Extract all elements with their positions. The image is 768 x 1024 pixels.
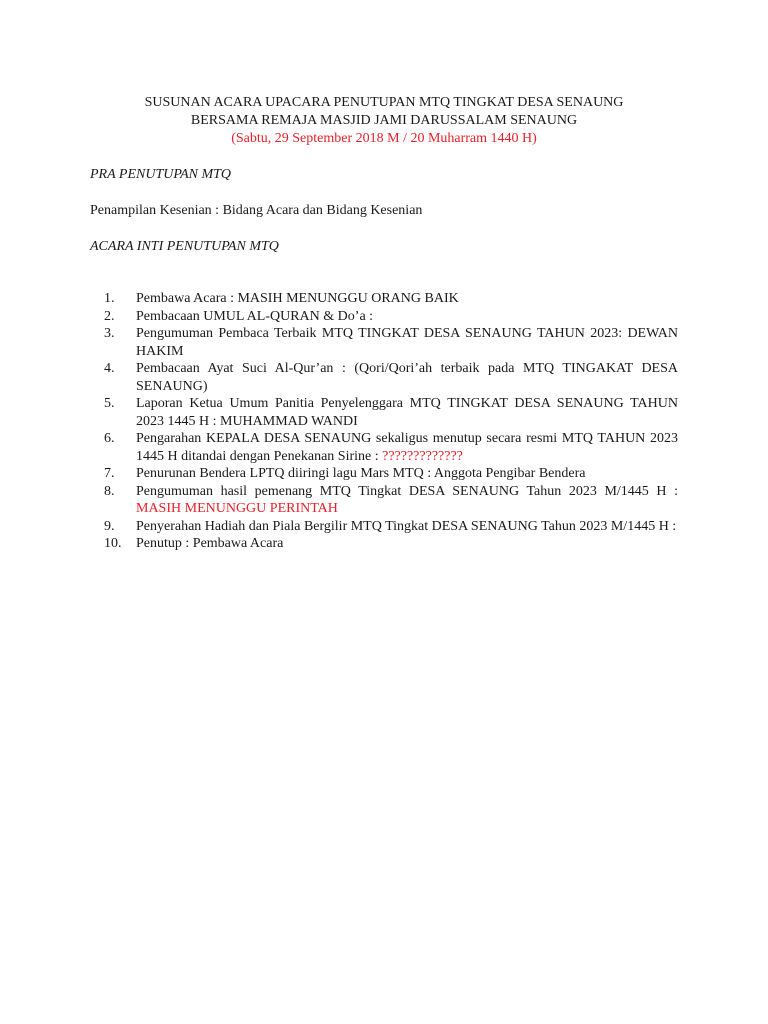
agenda-item-3 xyxy=(90,325,678,360)
item-text: Pengumuman Pembaca Terbaik MTQ TINGKAT DESA SENAUNG TAHUN 2023: DEWAN HAKIM xyxy=(136,326,678,359)
agenda-item-2 xyxy=(90,308,678,326)
agenda-item-7 xyxy=(90,465,678,483)
agenda-item-10 xyxy=(90,535,678,553)
item-text: Pengarahan KEPALA DESA SENAUNG sekaligus menutup secara resmi MTQ TAHUN 2023 1445 H ditandai dengan Penekanan Sirine : ????????????? xyxy=(136,431,678,464)
section-heading-acara-inti: ACARA INTI PENUTUPAN MTQ xyxy=(90,239,279,254)
document-title-block xyxy=(90,94,678,148)
item-text: Pembacaan Ayat Suci Al-Qur’an : (Qori/Qori’ah terbaik pada MTQ TINGAKAT DESA SENAUNG) xyxy=(136,361,678,394)
section-heading-pra-penutupan: PRA PENUTUPAN MTQ xyxy=(90,167,232,182)
kesenian-line: Penampilan Kesenian : Bidang Acara dan Bidang Kesenian xyxy=(90,203,423,218)
item-red-text: MASIH MENUNGGU PERINTAH xyxy=(136,501,338,516)
item-text: Penurunan Bendera LPTQ diiringi lagu Mars MTQ : Anggota Pengibar Bendera xyxy=(136,466,586,481)
item-text: Penutup : Pembawa Acara xyxy=(136,536,284,551)
item-text: Pembawa Acara : MASIH MENUNGGU ORANG BAIK xyxy=(136,291,459,306)
item-number: 5. xyxy=(104,396,115,411)
item-text: Pengumuman hasil pemenang MTQ Tingkat DESA SENAUNG Tahun 2023 M/1445 H : MASIH MENUNGGU PERINTAH xyxy=(136,483,678,516)
agenda-list xyxy=(90,290,678,553)
item-number: 2. xyxy=(104,308,115,324)
title-line-2: BERSAMA REMAJA MASJID JAMI DARUSSALAM SENAUNG xyxy=(190,113,578,128)
item-number: 3. xyxy=(104,326,115,341)
item-number: 4. xyxy=(104,361,115,376)
item-red-text: ????????????? xyxy=(382,448,463,464)
agenda-item-1 xyxy=(90,290,678,308)
agenda-item-9 xyxy=(90,518,678,536)
agenda-item-6 xyxy=(90,430,678,465)
item-number: 1. xyxy=(104,291,115,306)
item-number: 9. xyxy=(104,518,115,534)
item-number: 6. xyxy=(104,431,115,446)
item-number: 7. xyxy=(104,466,115,481)
item-text: Laporan Ketua Umum Panitia Penyelenggara MTQ TINGKAT DESA SENAUNG TAHUN 2023 1445 H : MUHAMMAD WANDI xyxy=(136,396,678,429)
item-text: Pembacaan UMUL AL-QURAN & Do’a : xyxy=(136,308,374,324)
title-line-1: SUSUNAN ACARA UPACARA PENUTUPAN MTQ TINGKAT DESA SENAUNG xyxy=(144,95,624,110)
agenda-item-4 xyxy=(90,360,678,395)
date-line: (Sabtu, 29 September 2018 M / 20 Muharram 1440 H) xyxy=(231,131,537,146)
item-number: 8. xyxy=(104,483,115,499)
agenda-item-8 xyxy=(90,483,678,518)
agenda-item-5 xyxy=(90,395,678,430)
item-text: Penyerahan Hadiah dan Piala Bergilir MTQ Tingkat DESA SENAUNG Tahun 2023 M/1445 H : xyxy=(136,518,677,534)
item-number: 10. xyxy=(104,536,122,551)
